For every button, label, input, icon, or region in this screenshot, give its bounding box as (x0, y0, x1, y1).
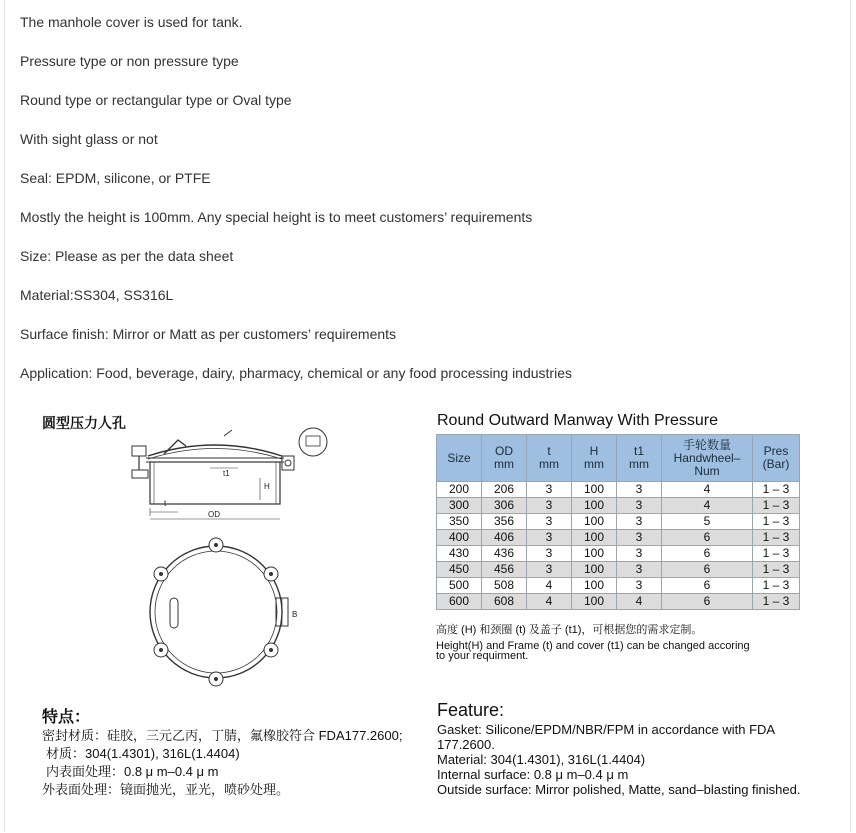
header-handwheel: 手轮数量 Handwheel– Num (662, 435, 753, 482)
cell: 4 (527, 578, 572, 594)
feature-cn-title: 特点： (42, 709, 91, 726)
header-t1: t1 mm (617, 435, 662, 482)
cell: 600 (437, 594, 482, 610)
cell: 200 (437, 482, 482, 498)
feature-en-material: Material: 304(1.4301), 316L(1.4404) (437, 752, 646, 767)
spec-table (436, 434, 800, 610)
cell: 456 (482, 562, 527, 578)
desc-line-finish: Surface finish: Mirror or Matt as per customers’ requirements (20, 326, 397, 342)
cell: 1 – 3 (753, 594, 800, 610)
cell: 1 – 3 (753, 498, 800, 514)
cell: 100 (572, 562, 617, 578)
feature-cn-material: 材质：304(1.4301), 316L(1.4404) (46, 746, 240, 761)
cell: 3 (617, 482, 662, 498)
header-od: OD mm (482, 435, 527, 482)
cell: 6 (662, 562, 753, 578)
cell: 608 (482, 594, 527, 610)
table-note-cn: 高度 (H) 和颈圈 (t) 及盖子 (t1)，可根据您的需求定制。 (436, 624, 703, 636)
cell: 3 (527, 530, 572, 546)
cell: 430 (437, 546, 482, 562)
cell: 4 (662, 498, 753, 514)
cell: 3 (527, 498, 572, 514)
cell: 1 – 3 (753, 562, 800, 578)
cell: 3 (617, 498, 662, 514)
cell: 3 (527, 546, 572, 562)
dim-t1-label: t1 (223, 469, 230, 478)
cell: 4 (527, 594, 572, 610)
cell: 6 (662, 594, 753, 610)
cell: 508 (482, 578, 527, 594)
header-size: Size (437, 435, 482, 482)
cell: 356 (482, 514, 527, 530)
cell: 100 (572, 578, 617, 594)
desc-line-shape: Round type or rectangular type or Oval type (20, 92, 292, 108)
cell: 3 (617, 514, 662, 530)
header-t: t mm (527, 435, 572, 482)
cell: 306 (482, 498, 527, 514)
page-frame (4, 0, 851, 832)
feature-en-title: Feature: (437, 700, 505, 720)
table-row (437, 482, 800, 498)
table-note-en-1: Height(H) and Frame (t) and cover (t1) can be changed accoring (436, 640, 750, 652)
desc-line-size: Size: Please as per the data sheet (20, 248, 234, 264)
cell: 100 (572, 514, 617, 530)
desc-line-height: Mostly the height is 100mm. Any special height is to meet customers’ requirements (20, 209, 533, 225)
dim-od-label: OD (208, 510, 220, 519)
cell: 6 (662, 546, 753, 562)
table-row (437, 498, 800, 514)
feature-en-internal: Internal surface: 0.8 μ m–0.4 μ m (437, 767, 629, 782)
feature-en-gasket: Gasket: Silicone/EPDM/NBR/FPM in accordance with FDA 177.2600. (437, 722, 775, 752)
cell: 450 (437, 562, 482, 578)
cell: 1 – 3 (753, 514, 800, 530)
cell: 3 (527, 482, 572, 498)
side-view-drawing (120, 426, 335, 526)
cell: 400 (437, 530, 482, 546)
desc-line-application: Application: Food, beverage, dairy, pharmacy, chemical or any food processing industries (20, 365, 572, 381)
desc-line-tank: The manhole cover is used for tank. (20, 14, 243, 30)
feature-cn-internal: 内表面处理：0.8 μ m–0.4 μ m (46, 764, 219, 779)
cell: 1 – 3 (753, 482, 800, 498)
table-row (437, 514, 800, 530)
dim-b-label: B (292, 610, 298, 619)
cell: 3 (617, 530, 662, 546)
cell: 3 (617, 546, 662, 562)
cell: 100 (572, 530, 617, 546)
header-h: H mm (572, 435, 617, 482)
dim-t-label: t (164, 499, 167, 508)
table-title: Round Outward Manway With Pressure (437, 412, 718, 429)
cell: 300 (437, 498, 482, 514)
cell: 350 (437, 514, 482, 530)
cell: 206 (482, 482, 527, 498)
table-header-row (437, 435, 800, 482)
cell: 4 (662, 482, 753, 498)
table-row (437, 594, 800, 610)
cell: 1 – 3 (753, 546, 800, 562)
cell: 4 (617, 594, 662, 610)
desc-line-material: Material:SS304, SS316L (20, 287, 174, 303)
top-view-drawing (140, 536, 300, 696)
header-pressure: Pres (Bar) (753, 435, 800, 482)
cell: 436 (482, 546, 527, 562)
cell: 3 (617, 578, 662, 594)
table-row (437, 546, 800, 562)
feature-cn-external: 外表面处理：镜面抛光，亚光，喷砂处理。 (42, 782, 290, 797)
desc-line-pressure: Pressure type or non pressure type (20, 53, 239, 69)
dim-h-label: H (264, 482, 270, 491)
cell: 3 (527, 514, 572, 530)
table-note-en-2: to your requirment. (436, 650, 529, 662)
cell: 6 (662, 530, 753, 546)
cell: 100 (572, 594, 617, 610)
drawing-cn-title: 圆型压力人孔 (42, 415, 126, 431)
table-row (437, 578, 800, 594)
feature-cn-gasket: 密封材质：硅胶，三元乙丙，丁腈，氟橡胶符合 FDA177.2600; (42, 728, 403, 743)
desc-line-seal: Seal: EPDM, silicone, or PTFE (20, 170, 211, 186)
cell: 100 (572, 498, 617, 514)
cell: 5 (662, 514, 753, 530)
feature-en-outside: Outside surface: Mirror polished, Matte, sand–blasting finished. (437, 782, 801, 797)
cell: 6 (662, 578, 753, 594)
cell: 1 – 3 (753, 530, 800, 546)
table-row (437, 530, 800, 546)
desc-line-sight-glass: With sight glass or not (20, 131, 158, 147)
cell: 3 (527, 562, 572, 578)
cell: 1 – 3 (753, 578, 800, 594)
table-row (437, 562, 800, 578)
cell: 3 (617, 562, 662, 578)
cell: 100 (572, 546, 617, 562)
cell: 500 (437, 578, 482, 594)
cell: 406 (482, 530, 527, 546)
cell: 100 (572, 482, 617, 498)
